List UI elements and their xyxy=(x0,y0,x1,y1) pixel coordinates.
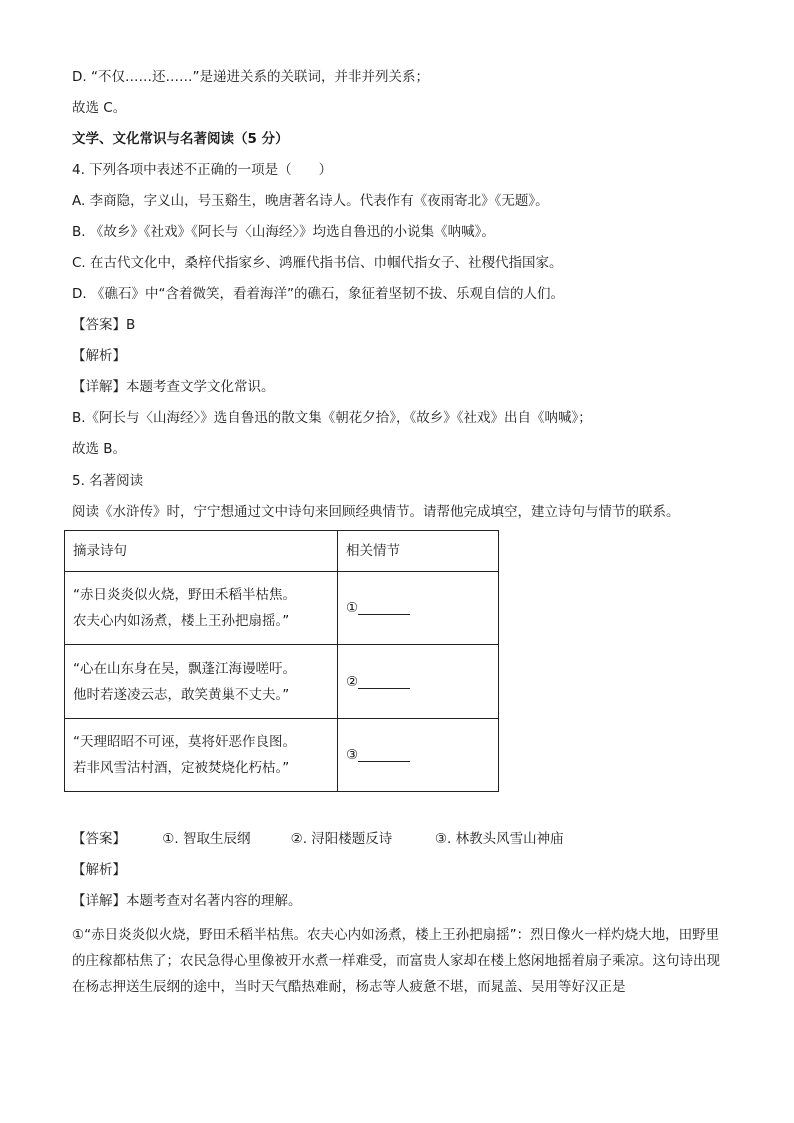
section-heading: 文学、文化常识与名著阅读（5 分） xyxy=(72,131,289,147)
blank-line[interactable] xyxy=(358,674,410,689)
plot-cell: ③ xyxy=(338,719,499,792)
answer-label: 【答案】B xyxy=(72,317,136,333)
poem-cell: “心在山东身在吴，飘蓬江海谩嗟吁。 他时若遂凌云志，敢笑黄巢不丈夫。” xyxy=(65,645,338,719)
option-c: C. 在古代文化中，桑梓代指家乡、鸿雁代指书信、巾帼代指女子、社稷代指国家。 xyxy=(72,255,563,271)
option-d-note: D. “不仅……还……”是递进关系的关联词，并非并列关系； xyxy=(72,69,429,85)
question-5-prompt: 阅读《水浒传》时，宁宁想通过文中诗句来回顾经典情节。请帮他完成填空，建立诗句与情节的联系。 xyxy=(72,504,680,520)
blank-line[interactable] xyxy=(358,747,410,762)
plot-cell: ② xyxy=(338,645,499,719)
detail-b: B.《阿长与〈山海经〉》选自鲁迅的散文集《朝花夕拾》，《故乡》《社戏》出自《呐喊》； xyxy=(72,410,592,426)
table-row xyxy=(65,645,499,719)
poem-cell: “赤日炎炎似火烧，野田禾稻半枯焦。 农夫心内如汤煮，楼上王孙把扇摇。” xyxy=(65,572,338,645)
answer-2: ②. 浔阳楼题反诗 xyxy=(290,831,393,847)
table-header-row xyxy=(65,531,499,572)
header-plot: 相关情节 xyxy=(338,531,499,572)
plot-cell: ① xyxy=(338,572,499,645)
blank-line[interactable] xyxy=(358,600,410,615)
option-a: A. 李商隐，字义山，号玉谿生，晚唐著名诗人。代表作有《夜雨寄北》《无题》。 xyxy=(72,193,549,209)
question-4: 4. 下列各项中表述不正确的一项是（ ） xyxy=(72,162,333,178)
analysis-label: 【解析】 xyxy=(72,348,126,364)
option-d: D. 《礁石》中“含着微笑，看着海洋”的礁石，象征着坚韧不拔、乐观自信的人们。 xyxy=(72,286,564,302)
poem-table xyxy=(64,530,499,792)
answer-3: ③. 林教头风雪山神庙 xyxy=(434,831,564,847)
table-row xyxy=(65,719,499,792)
answer-choice-b: 故选 B。 xyxy=(72,441,127,457)
answer-1: ①. 智取生辰纲 xyxy=(162,831,251,847)
poem-cell: “天理昭昭不可诬，莫将奸恶作良图。 若非风雪沽村酒，定被焚烧化朽枯。” xyxy=(65,719,338,792)
analysis-label: 【解析】 xyxy=(72,862,126,878)
detail-label: 【详解】本题考查对名著内容的理解。 xyxy=(72,893,302,909)
header-poem: 摘录诗句 xyxy=(65,531,338,572)
answer-choice-c: 故选 C。 xyxy=(72,100,127,116)
answer-label: 【答案】 xyxy=(72,831,126,847)
answer-row xyxy=(72,830,564,848)
table-row xyxy=(65,572,499,645)
explanation-paragraph: ①“赤日炎炎似火烧，野田禾稻半枯焦。农夫心内如汤煮，楼上王孙把扇摇”：烈日像火一样灼烧大地，田野里的庄稼都枯焦了；农民急得心里像被开水煮一样难受，而富贵人家却在楼上悠闲地摇着扇子乘凉。这句诗出现在杨志押送生辰纲的途中，当时天气酷热难耐，杨志等人疲惫不堪，而晁盖、吴用等好汉正是 xyxy=(72,927,720,995)
detail-label: 【详解】本题考查文学文化常识。 xyxy=(72,379,275,395)
option-b: B. 《故乡》《社戏》《阿长与〈山海经〉》均选自鲁迅的小说集《呐喊》。 xyxy=(72,224,495,240)
question-5: 5. 名著阅读 xyxy=(72,473,144,489)
